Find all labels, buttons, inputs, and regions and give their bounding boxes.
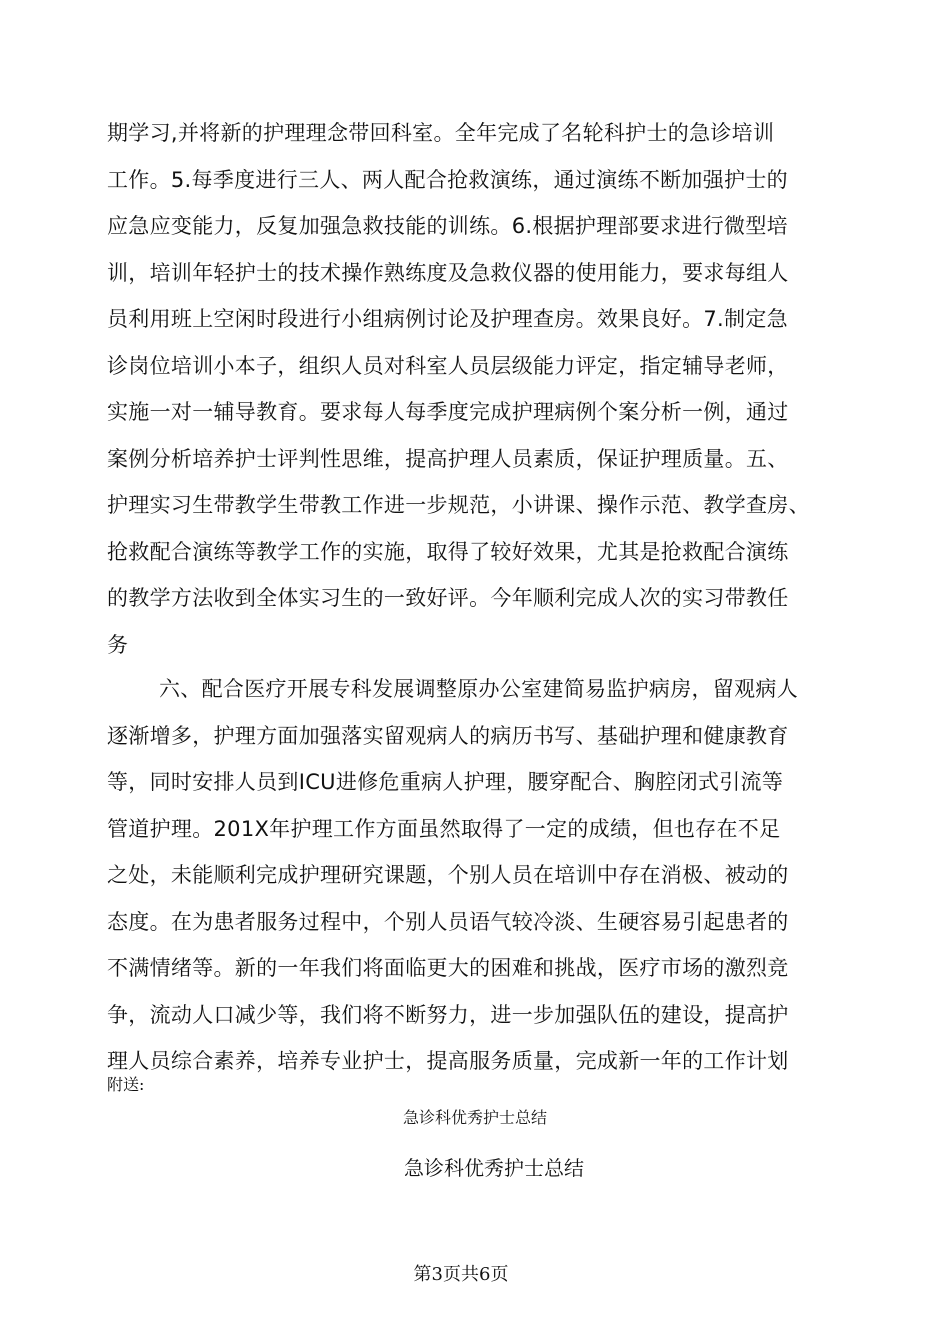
body-paragraph xyxy=(107,110,847,668)
paragraph-line: 训，培训年轻护士的技术操作熟练度及急救仪器的使用能力，要求每组人 xyxy=(107,260,789,285)
paragraph-line: 护理实习生带教学生带教工作进一步规范，小讲课、操作示范、教学查房、 xyxy=(107,493,810,517)
paragraph-line: 应急应变能力，反复加强急救技能的训练。6.根据护理部要求进行微型培 xyxy=(107,214,788,238)
paragraph-line: 理人员综合素养，培养专业护士，提高服务质量，完成新一年的工作计划 xyxy=(107,1049,789,1073)
paragraph-line: 之处，未能顺利完成护理研究课题，个别人员在培训中存在消极、被动的 xyxy=(107,863,789,887)
appendix-title: 急诊科优秀护士总结 xyxy=(402,1108,547,1127)
paragraph-line: 诊岗位培训小本子，组织人员对科室人员层级能力评定，指定辅导老师， xyxy=(107,353,789,378)
paragraph-line: 争，流动人口减少等，我们将不断努力，进一步加强队伍的建设，提高护 xyxy=(107,1002,789,1027)
paragraph-line: 抢救配合演练等教学工作的实施，取得了较好效果，尤其是抢救配合演练 xyxy=(107,539,789,564)
paragraph-line: 期学习,并将新的护理理念带回科室。全年完成了名轮科护士的急诊培训 xyxy=(107,121,775,145)
paragraph-line: 实施一对一辅导教育。要求每人每季度完成护理病例个案分析一例，通过 xyxy=(107,400,789,424)
paragraph-line: 案例分析培养护士评判性思维，提高护理人员素质，保证护理质量。五、 xyxy=(107,446,789,471)
paragraph-line: 不满情绪等。新的一年我们将面临更大的困难和挑战，医疗市场的激烈竞 xyxy=(107,956,789,980)
paragraph-line: 态度。在为患者服务过程中，个别人员语气较冷淡、生硬容易引起患者的 xyxy=(107,909,789,934)
paragraph-line: 务 xyxy=(107,632,129,657)
page-number: 第3页共6页 xyxy=(413,1264,509,1285)
document-title: 急诊科优秀护士总结 xyxy=(404,1156,584,1180)
paragraph-line: 的教学方法收到全体实习生的一致好评。今年顺利完成人次的实习带教任 xyxy=(107,586,789,610)
paragraph-line: 等，同时安排人员到ICU进修危重病人护理，腰穿配合、胸腔闭式引流等 xyxy=(107,770,784,794)
paragraph-line: 工作。5.每季度进行三人、两人配合抢救演练，通过演练不断加强护士的 xyxy=(107,167,788,192)
body-paragraph xyxy=(107,666,847,1085)
paragraph-line: 逐渐增多，护理方面加强落实留观病人的病历书写、基础护理和健康教育 xyxy=(107,723,789,748)
paragraph-line: 员利用班上空闲时段进行小组病例讨论及护理查房。效果良好。7.制定急 xyxy=(107,307,788,331)
appendix-label: 附送: xyxy=(107,1075,145,1094)
paragraph-line: 六、配合医疗开展专科发展调整原办公室建简易监护病房，留观病人 xyxy=(159,677,798,701)
paragraph-line: 管道护理。201X年护理工作方面虽然取得了一定的成绩，但也存在不足 xyxy=(107,816,781,841)
